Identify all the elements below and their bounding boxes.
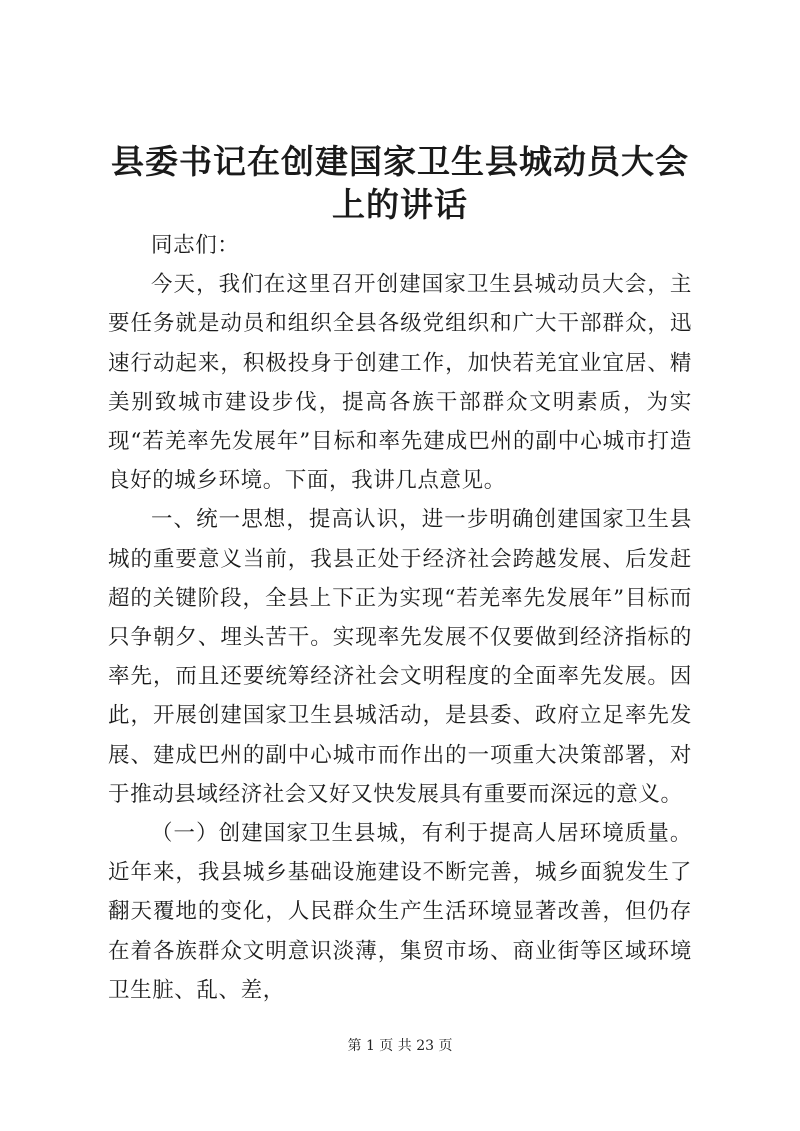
salutation: 同志们： — [151, 233, 240, 258]
paragraph-intro: 今天，我们在这里召开创建国家卫生县城动员大会，主要任务就是动员和组织全县各级党组织和广大干部群众，迅速行动起来，积极投身于创建工作，加快若羌宜业宜居、精美别致城市建设步伐，提高各族干部群众文明素质，为实现“若羌率先发展年”目标和率先建成巴州的副中心城市打造良好的城乡环境。下面，我讲几点意见。 — [108, 272, 692, 494]
page-number-footer: 第 1 页 共 23 页 — [347, 1038, 453, 1054]
paragraph-section-one: 一、统一思想，提高认识，进一步明确创建国家卫生县城的重要意义当前，我县正处于经济社会跨越发展、后发赶超的关键阶段，全县上下正为实现“若羌率先发展年”目标而只争朝夕、埋头苦干。实现率先发展不仅要做到经济指标的率先，而且还要统筹经济社会文明程度的全面率先发展。因此，开展创建国家卫生县城活动，是县委、政府立足率先发展、建成巴州的副中心城市而作出的一项重大决策部署，对于推动县域经济社会又好又快发展具有重要而深远的意义。 — [108, 507, 692, 807]
document-body — [108, 226, 692, 1010]
paragraph-subsection-one: （一）创建国家卫生县城，有利于提高人居环境质量。近年来，我县城乡基础设施建设不断完善，城乡面貌发生了翻天覆地的变化，人民群众生产生活环境显著改善，但仍存在着各族群众文明意识淡薄，集贸市场、商业街等区域环境卫生脏、乱、差， — [108, 821, 692, 1003]
document-title: 县委书记在创建国家卫生县城动员大会上的讲话 — [111, 142, 689, 224]
